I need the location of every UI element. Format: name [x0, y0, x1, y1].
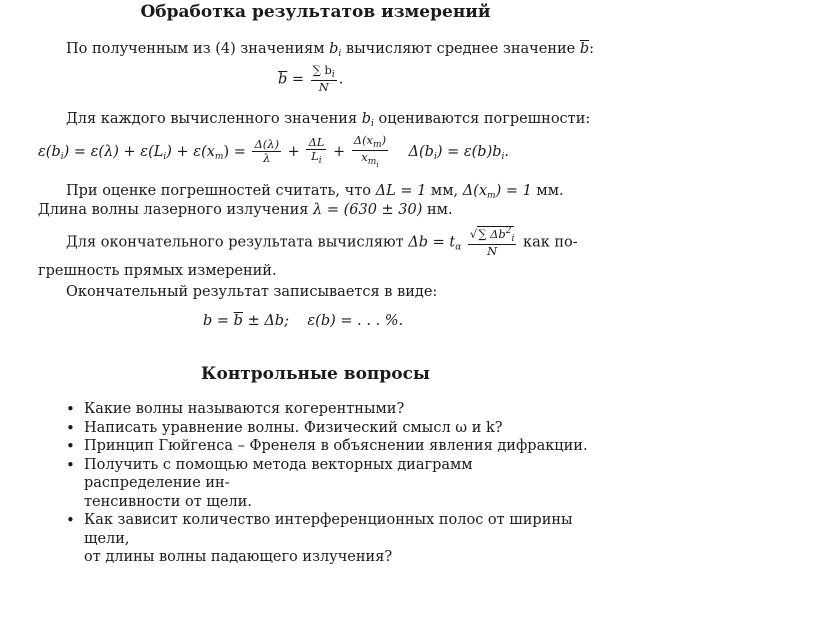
mean-fraction: $\frac{\sum b_i}{N}$	[312, 63, 335, 95]
wavelength-paragraph: Длина волны лазерного излучения λ = (630 ± 30) нм.	[38, 202, 453, 218]
questions-list	[38, 400, 593, 567]
frac-final: $\frac{√\sum \Delta b^2_i}{N}$	[469, 226, 515, 259]
frac-x: $\frac{\Delta(x_m)}{x_{m_i}}$	[353, 133, 387, 170]
final-paragraph: Для окончательного результата вычисляют $\Delta b = t_\alpha$ $\frac{√\sum \Delta b^2_i}{N}$ как по-	[66, 226, 578, 259]
list-item: • Как зависит количество интерференционных полос от ширины щели, от длины волны падающего излучения?	[38, 511, 593, 567]
list-item: • Написать уравнение волны. Физический смысл ω и k?	[38, 419, 593, 438]
record-paragraph: Окончательный результат записывается в виде:	[66, 284, 438, 300]
intro-paragraph: По полученным из (4) значениям $b_i$ вычисляют среднее значение $\overline{b}$:	[66, 41, 595, 59]
estimate-paragraph: При оценке погрешностей считать, что ΔL = 1 мм, $\Delta(x_m) = 1$ мм.	[66, 183, 564, 201]
list-item: • Какие волны называются когерентными?	[38, 400, 593, 419]
list-item: • Получить с помощью метода векторных диаграмм распределение ин- тенсивности от щели.	[38, 456, 593, 512]
record-formula: $b = \overline{b} \pm \Delta b$; ε(b) = . . . %.	[203, 313, 404, 329]
frac-lambda: $\frac{\Delta(\lambda)}{\lambda}$	[254, 136, 280, 165]
section-title-questions: Контрольные вопросы	[201, 364, 430, 384]
errors-paragraph: Для каждого вычисленного значения $b_i$ оцениваются погрешности:	[66, 111, 591, 129]
final-paragraph-line2: грешность прямых измерений.	[38, 263, 277, 279]
frac-length: $\frac{\Delta L}{L_i}$	[308, 135, 325, 167]
mean-formula: $\overline{b}$ = $\frac{\sum b_i}{N}$ .	[278, 63, 344, 95]
error-formula: $\varepsilon(b_i) = \varepsilon(\lambda) + \varepsilon(L_i) + \varepsilon(x_m)$ = $\frac{\Delta(\lambda)}{\lambda}$ + $\frac{\Delta L}{L_i}$ + $\frac{\Delta(x_m)}{x_{m_i}}$ $\Delta(b_i) = \varepsilon(b)b_i$.	[38, 133, 510, 170]
section-title-processing: Обработка результатов измерений	[140, 2, 491, 22]
list-item: • Принцип Гюйгенса – Френеля в объяснении явления дифракции.	[38, 437, 593, 456]
